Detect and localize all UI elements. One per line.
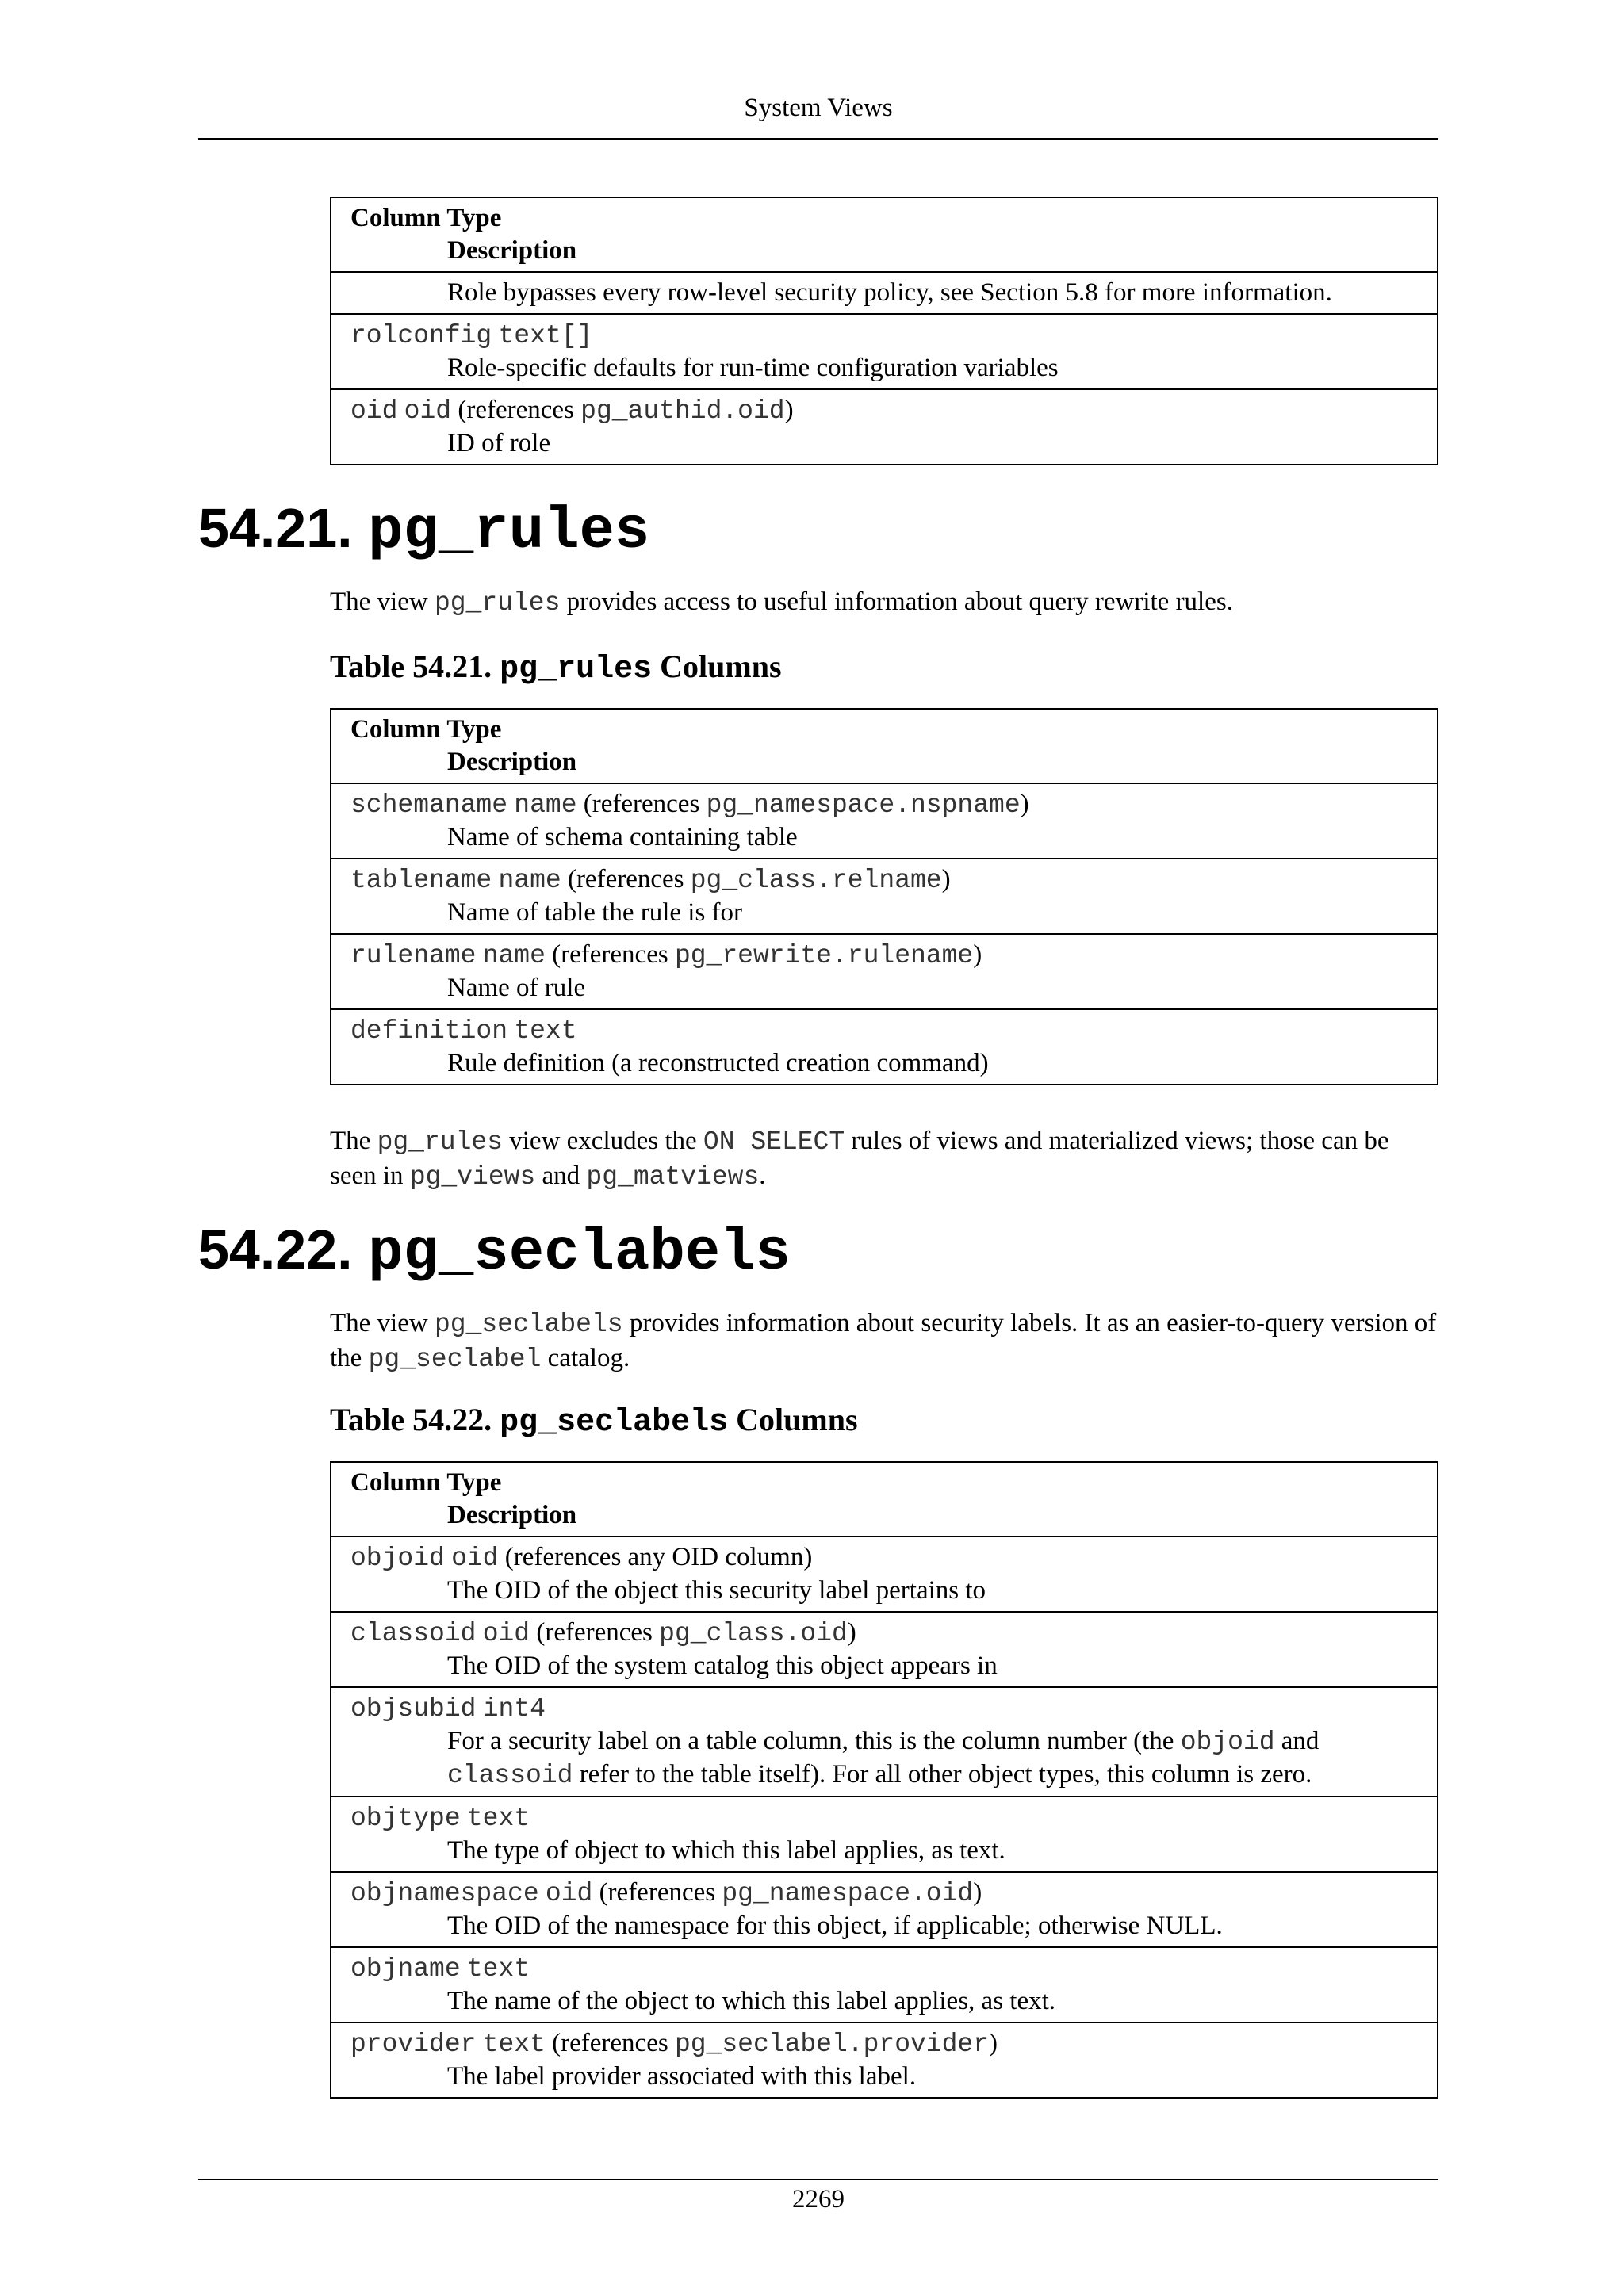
code: pg_seclabel (368, 1345, 542, 1374)
text: Name of table the rule is for (447, 898, 743, 927)
column-signature (350, 1952, 1418, 1985)
column-type: name (498, 866, 561, 895)
column-name: tablename (350, 866, 492, 895)
section-heading-pg-seclabels (198, 1218, 791, 1285)
table-title-code: pg_seclabels (500, 1405, 729, 1441)
column-description (350, 972, 1418, 1004)
table-row (331, 1536, 1438, 1612)
text: The view (330, 1309, 435, 1337)
text: The OID of the system catalog this object appears in (447, 1651, 998, 1680)
text: catalog. (541, 1344, 630, 1372)
text: rules of views and materialized views; those can be seen in (330, 1127, 1389, 1190)
reference-suffix: ) (1020, 790, 1029, 818)
reference-suffix: ) (973, 1878, 982, 1907)
section-name: pg_seclabels (368, 1220, 791, 1287)
column-signature (350, 2027, 1418, 2061)
reference-prefix: (references (576, 790, 707, 818)
section-number: 54.21. (198, 497, 353, 559)
column-signature (350, 1692, 1418, 1725)
text: . (759, 1161, 766, 1190)
text: provides information about security labels. It as an easier-to-query version of the (330, 1309, 1437, 1372)
column-type: text (482, 2030, 546, 2059)
table-row (331, 389, 1438, 465)
footer-rule (198, 2179, 1438, 2180)
table-row (331, 1687, 1438, 1797)
column-name: objoid (350, 1544, 445, 1573)
reference-prefix: (references (451, 396, 581, 424)
column-description (350, 1650, 1418, 1682)
column-name: oid (350, 396, 398, 426)
column-description (350, 821, 1418, 854)
header-column-type: Column Type (350, 204, 502, 232)
column-description (350, 1575, 1418, 1607)
reference-suffix: ) (989, 2029, 998, 2057)
column-name: rulename (350, 941, 477, 970)
reference-suffix: ) (941, 865, 951, 894)
table-row (331, 783, 1438, 859)
column-name: schemaname (350, 790, 508, 820)
reference-prefix: (references (592, 1878, 722, 1907)
column-name: objnamespace (350, 1879, 539, 1908)
section-number: 54.22. (198, 1219, 353, 1280)
column-type: int4 (482, 1694, 546, 1724)
header-rule (198, 138, 1438, 140)
column-signature (350, 394, 1418, 427)
column-description (350, 897, 1418, 929)
column-type: text (466, 1954, 530, 1984)
column-type: name (482, 941, 546, 970)
table-header-row (331, 197, 1438, 272)
page-number: 2269 (792, 2185, 845, 2214)
pg-rules-note (330, 1124, 1438, 1194)
code: objoid (1180, 1728, 1275, 1757)
table-title-prefix: Table 54.22. (330, 1402, 500, 1437)
column-description (350, 2061, 1418, 2093)
text: ID of role (447, 429, 551, 457)
text: Rule definition (a reconstructed creation command) (447, 1049, 989, 1077)
pg-seclabels-table-title (330, 1401, 858, 1442)
text: view excludes the (503, 1127, 703, 1155)
column-signature (350, 319, 1418, 352)
text: Role bypasses every row-level security policy, see Section 5.8 for more information. (447, 278, 1332, 307)
header-description: Description (447, 236, 577, 265)
section-name: pg_rules (368, 499, 650, 565)
code: pg_rules (377, 1127, 503, 1157)
column-name: objtype (350, 1804, 461, 1833)
text: The type of object to which this label applies, as text. (447, 1836, 1005, 1865)
column-description (350, 277, 1418, 309)
column-description (350, 427, 1418, 460)
table-row (331, 859, 1438, 934)
text: The (330, 1127, 377, 1155)
table-title-code: pg_rules (500, 652, 653, 687)
column-type: oid (404, 396, 452, 426)
table-row (331, 2022, 1438, 2098)
table-row (331, 1797, 1438, 1872)
header-description: Description (447, 748, 577, 776)
column-signature (350, 1877, 1418, 1910)
column-description (350, 352, 1418, 385)
pg-seclabels-columns-table (330, 1461, 1438, 2099)
text: and (535, 1161, 587, 1190)
column-description (350, 1910, 1418, 1942)
column-name: objsubid (350, 1694, 477, 1724)
code: ON SELECT (703, 1127, 845, 1157)
header-column-type: Column Type (350, 715, 502, 744)
header-column-type: Column Type (350, 1468, 502, 1497)
column-type: oid (545, 1879, 593, 1908)
reference-prefix: (references (561, 865, 691, 894)
running-header: System Views (744, 94, 893, 122)
header-description: Description (447, 1501, 577, 1529)
reference-prefix: (references (530, 1618, 660, 1647)
table-row (331, 1872, 1438, 1947)
column-signature (350, 939, 1418, 972)
column-type: text[] (498, 321, 593, 350)
table-row (331, 1947, 1438, 2022)
pg-roles-continuation-table (330, 197, 1438, 465)
text: The name of the object to which this label applies, as text. (447, 1987, 1056, 2015)
reference-suffix: ) (847, 1618, 856, 1647)
column-signature (350, 788, 1418, 821)
reference-target: pg_class.oid (659, 1619, 848, 1648)
code: pg_seclabels (434, 1310, 623, 1339)
reference-prefix: (references any OID column) (498, 1543, 813, 1571)
column-type: name (514, 790, 577, 820)
table-row (331, 272, 1438, 314)
column-description (350, 1725, 1418, 1792)
section-heading-pg-rules (198, 496, 649, 564)
text: For a security label on a table column, this is the column number (the (447, 1727, 1181, 1755)
text: Name of schema containing table (447, 823, 798, 851)
column-type: text (514, 1016, 577, 1046)
table-title-prefix: Table 54.21. (330, 649, 500, 684)
pg-rules-columns-table (330, 708, 1438, 1085)
column-name: objname (350, 1954, 461, 1984)
column-name: definition (350, 1016, 508, 1046)
table-title-suffix: Columns (652, 649, 782, 684)
reference-prefix: (references (545, 2029, 675, 2057)
column-name: classoid (350, 1619, 477, 1648)
column-type: oid (482, 1619, 530, 1648)
text: The label provider associated with this label. (447, 2062, 917, 2091)
reference-target: pg_class.relname (690, 866, 942, 895)
reference-target: pg_rewrite.rulename (674, 941, 974, 970)
text: Name of rule (447, 974, 586, 1002)
column-name: rolconfig (350, 321, 492, 350)
reference-suffix: ) (784, 396, 794, 424)
text: The OID of the object this security label pertains to (447, 1576, 986, 1605)
table-row (331, 1009, 1438, 1085)
reference-prefix: (references (545, 940, 675, 969)
code: pg_matviews (586, 1162, 760, 1192)
pg-rules-intro (330, 585, 1438, 620)
reference-suffix: ) (973, 940, 982, 969)
column-signature (350, 1801, 1418, 1835)
table-header-row (331, 1462, 1438, 1536)
column-signature (350, 863, 1418, 897)
column-type: oid (451, 1544, 499, 1573)
text: The OID of the namespace for this object, if applicable; otherwise NULL. (447, 1911, 1223, 1940)
column-signature (350, 1541, 1418, 1575)
column-description (350, 1835, 1418, 1867)
text: Role-specific defaults for run-time configuration variables (447, 354, 1059, 382)
text: refer to the table itself). For all other object types, this column is zero. (573, 1760, 1312, 1789)
text: and (1274, 1727, 1320, 1755)
text: The view (330, 587, 435, 616)
column-description (350, 1047, 1418, 1080)
column-type: text (466, 1804, 530, 1833)
table-title-suffix: Columns (728, 1402, 858, 1437)
pg-seclabels-intro (330, 1307, 1438, 1376)
column-signature (350, 1617, 1418, 1650)
reference-target: pg_authid.oid (580, 396, 785, 426)
column-description (350, 1985, 1418, 2018)
pg-rules-table-title (330, 648, 782, 689)
reference-target: pg_seclabel.provider (674, 2030, 990, 2059)
column-name: provider (350, 2030, 477, 2059)
column-signature (350, 1014, 1418, 1047)
code: classoid (447, 1761, 573, 1790)
reference-target: pg_namespace.oid (722, 1879, 974, 1908)
code: pg_views (409, 1162, 536, 1192)
table-header-row (331, 709, 1438, 783)
table-row (331, 934, 1438, 1009)
code: pg_rules (434, 588, 561, 618)
table-row (331, 1612, 1438, 1687)
reference-target: pg_namespace.nspname (706, 790, 1021, 820)
text: provides access to useful information about query rewrite rules. (560, 587, 1233, 616)
table-row (331, 314, 1438, 389)
